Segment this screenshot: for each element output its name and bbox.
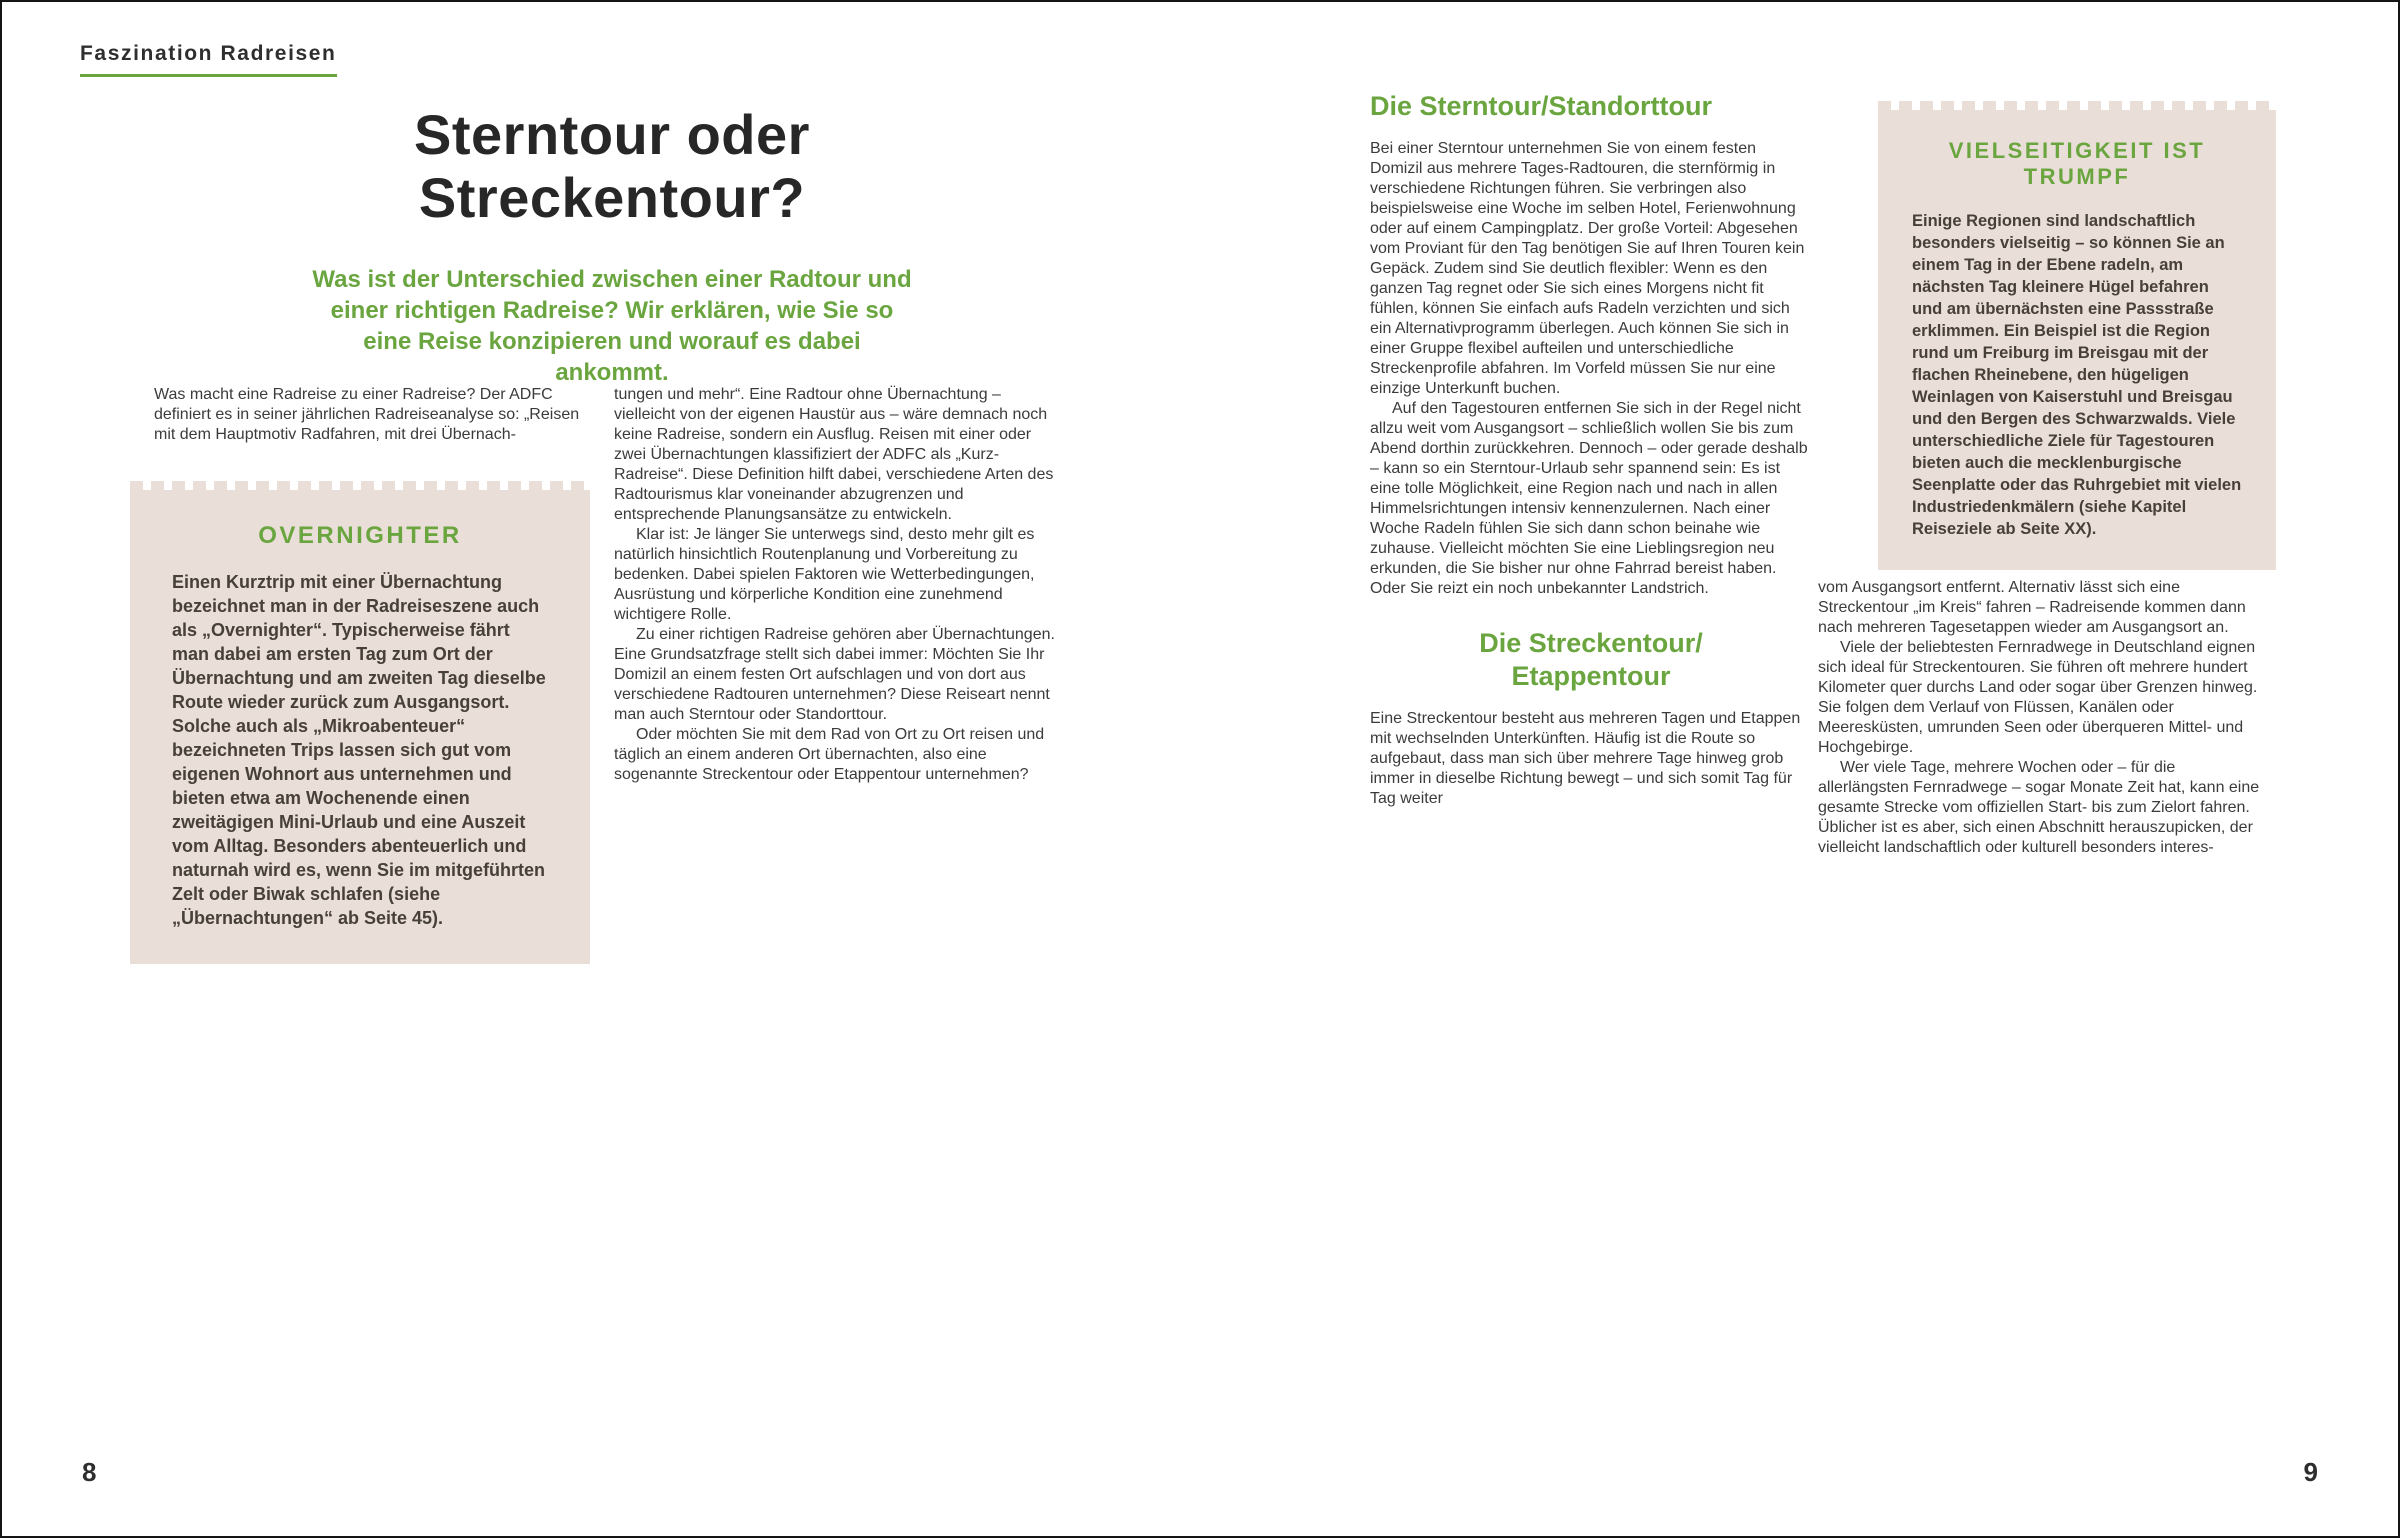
standfirst: Was ist der Unterschied zwischen einer Radtour und einer richtigen Radreise? Wir erklären, wie Sie so eine Reise konzipieren und worauf es dabei ankommt. — [312, 266, 912, 386]
page-number-right: 9 — [2303, 1457, 2318, 1487]
body-paragraph: Was macht eine Radreise zu einer Radreise? Der ADFC definiert es in seiner jährlichen Radreiseanalyse so: „Reisen mit dem Hauptmotiv Radfahren, mit drei Übernach- — [154, 386, 580, 443]
body-paragraph: tungen und mehr“. Eine Radtour ohne Übernachtung – vielleicht von der eigenen Haustür aus – wäre demnach noch keine Radreise, sondern ein Ausflug. Reisen mit einer oder zwei Übernachtungen klassifiziert der ADFC als „Kurz-Radreise“. Diese Definition hilft dabei, verschiedene Arten des Radtourismus klar voneinander abzugrenzen und entsprechende Planungsansätze zu entwickeln. — [614, 386, 1054, 523]
body-paragraph: Viele der beliebtesten Fernradwege in Deutschland eignen sich ideal für Streckentouren. Sie führen oft mehrere hundert Kilometer quer durchs Land oder sogar über Grenzen hinweg. Sie folgen dem Verlauf von Flüssen, Kanälen oder Meeresküsten, umrunden Seen oder überqueren Mittel- und Hochgebirge. — [1818, 639, 2258, 756]
body-paragraph: Wer viele Tage, mehrere Wochen oder – für die allerlängsten Fernradwege – sogar Monate Zeit hat, kann eine gesamte Strecke vom offiziellen Start- bis zum Zielort fahren. Üblicher ist es aber, sich einen Abschnitt herauszupicken, der vielleicht landschaftlich oder kulturell besonders interes- — [1818, 759, 2260, 856]
section-kicker — [80, 42, 337, 77]
overnighter-note-body: Einen Kurztrip mit einer Übernachtung bezeichnet man in der Radreiseszene auch als „Overnighter“. Typischerweise fährt man dabei am ersten Tag zum Ort der Übernachtung und am zweiten Tag dieselbe Route wieder zurück zum Ausgangsort. Solche auch als „Mikroabenteuer“ bezeichneten Trips lassen sich gut vom eigenen Wohnort aus unternehmen und bieten etwa am Wochenende einen zweitägigen Mini-Urlaub und eine Auszeit vom Alltag. Besonders abenteuerlich und naturnah wird es, wenn Sie im mitgeführten Zelt oder Biwak schlafen (siehe „Übernachtungen“ ab Seite 45). — [172, 572, 546, 928]
column-1 — [154, 385, 594, 445]
section-kicker-text: Faszination Radreisen — [80, 42, 337, 77]
vielseitigkeit-note-title: VIELSEITIGKEIT IST TRUMPF — [1948, 138, 2206, 189]
body-paragraph: Bei einer Sterntour unternehmen Sie von einem festen Domizil aus mehrere Tages-Radtouren, die sternförmig in verschiedene Richtungen führen. Sie verbringen also beispielsweise eine Woche im selben Hotel, Ferienwohnung oder auf einem Campingplatz. Der große Vorteil: Abgesehen vom Proviant für den Tag benötigen Sie auf Ihren Touren kein Gepäck. Zudem sind Sie deutlich flexibler: Wenn es den ganzen Tag regnet oder Sie sich eines Morgens nicht fit fühlen, können Sie einfach aufs Radeln verzichten und sich ein Alternativprogramm überlegen. Auch können Sie sich in einer Gruppe flexibel aufteilen und unterschiedliche Streckenprofile abfahren. Im Vorfeld müssen Sie nur eine einzige Unterkunft buchen. — [1370, 140, 1805, 397]
sterntour-heading: Die Sterntour/Standorttour — [1370, 91, 1712, 121]
body-paragraph: Auf den Tagestouren entfernen Sie sich in der Regel nicht allzu weit vom Ausgangsort – schließlich wollen Sie bis zum Abend dorthin zurückkehren. Dennoch – oder gerade deshalb – kann so ein Sterntour-Urlaub sehr spannend sein: Es ist eine tolle Möglichkeit, eine Region nach und nach in allen Himmelsrichtungen intensiv kennenzulernen. Nach einer Woche Radeln fühlen Sie sich dann schon beinahe wie zuhause. Vielleicht möchten Sie eine Lieblingsregion neu erkunden, die Sie bisher nur ohne Fahrrad bereist haben. Oder Sie reizt ein noch unbekannter Landstrich. — [1370, 400, 1808, 597]
body-paragraph: vom Ausgangsort entfernt. Alternativ lässt sich eine Streckentour „im Kreis“ fahren – Radreisende kommen dann nach mehreren Tagesetappen wieder am Ausgangsort an. — [1818, 579, 2246, 636]
streckentour-heading-line-2: Etappentour — [1511, 661, 1671, 691]
streckentour-heading — [1370, 627, 1812, 693]
column-2 — [614, 385, 1062, 785]
column-4 — [1818, 578, 2260, 858]
vielseitigkeit-note — [1878, 110, 2276, 570]
streckentour-heading-line-1: Die Streckentour/ — [1479, 628, 1703, 658]
article-title-line-2: Streckentour? — [418, 165, 806, 229]
article-title — [152, 104, 1072, 229]
article-title-line-1: Sterntour oder — [414, 103, 810, 166]
vielseitigkeit-note-body: Einige Regionen sind landschaftlich besonders vielseitig – so können Sie an einem Tag in der Ebene radeln, am nächsten Tag kleinere Hügel befahren und am übernächsten eine Passstraße erklimmen. Ein Beispiel ist die Region rund um Freiburg im Breisgau mit der flachen Rheinebene, den hügeligen Weinlagen von Kaiserstuhl und Breisgau und den Bergen des Schwarzwalds. Viele unterschiedliche Ziele für Tagestouren bieten auch die mecklenburgische Seenplatte oder das Ruhrgebiet mit vielen Industriedenkmälern (siehe Kapitel Reiseziele ab Seite XX). — [1912, 212, 2242, 538]
column-3 — [1370, 90, 1812, 809]
overnighter-note-title: OVERNIGHTER — [258, 522, 462, 549]
body-paragraph: Oder möchten Sie mit dem Rad von Ort zu Ort reisen und täglich an einem anderen Ort übernachten, also eine sogenannte Streckentour oder Etappentour unternehmen? — [614, 726, 1045, 783]
overnighter-note — [130, 490, 590, 964]
body-paragraph: Zu einer richtigen Radreise gehören aber Übernachtungen. Eine Grundsatzfrage stellt sich dabei immer: Möchten Sie Ihr Domizil an einem festen Ort aufschlagen und von dort aus verschiedene Radtouren unternehmen? Diese Reiseart nennt man auch Sterntour oder Standorttour. — [614, 626, 1055, 723]
body-paragraph: Eine Streckentour besteht aus mehreren Tagen und Etappen mit wechselnden Unterkünften. Häufig ist die Route so aufgebaut, dass man sich über mehrere Tage hinweg grob immer in dieselbe Richtung bewegt – und sich somit Tag für Tag weiter — [1370, 710, 1801, 807]
page-number-left: 8 — [82, 1457, 97, 1487]
body-paragraph: Klar ist: Je länger Sie unterwegs sind, desto mehr gilt es natürlich hinsichtlich Routenplanung und Vorbereitung zu bedenken. Dabei spielen Faktoren wie Wetterbedingungen, Ausrüstung und körperliche Kondition eine zunehmend wichtigere Rolle. — [614, 526, 1035, 623]
